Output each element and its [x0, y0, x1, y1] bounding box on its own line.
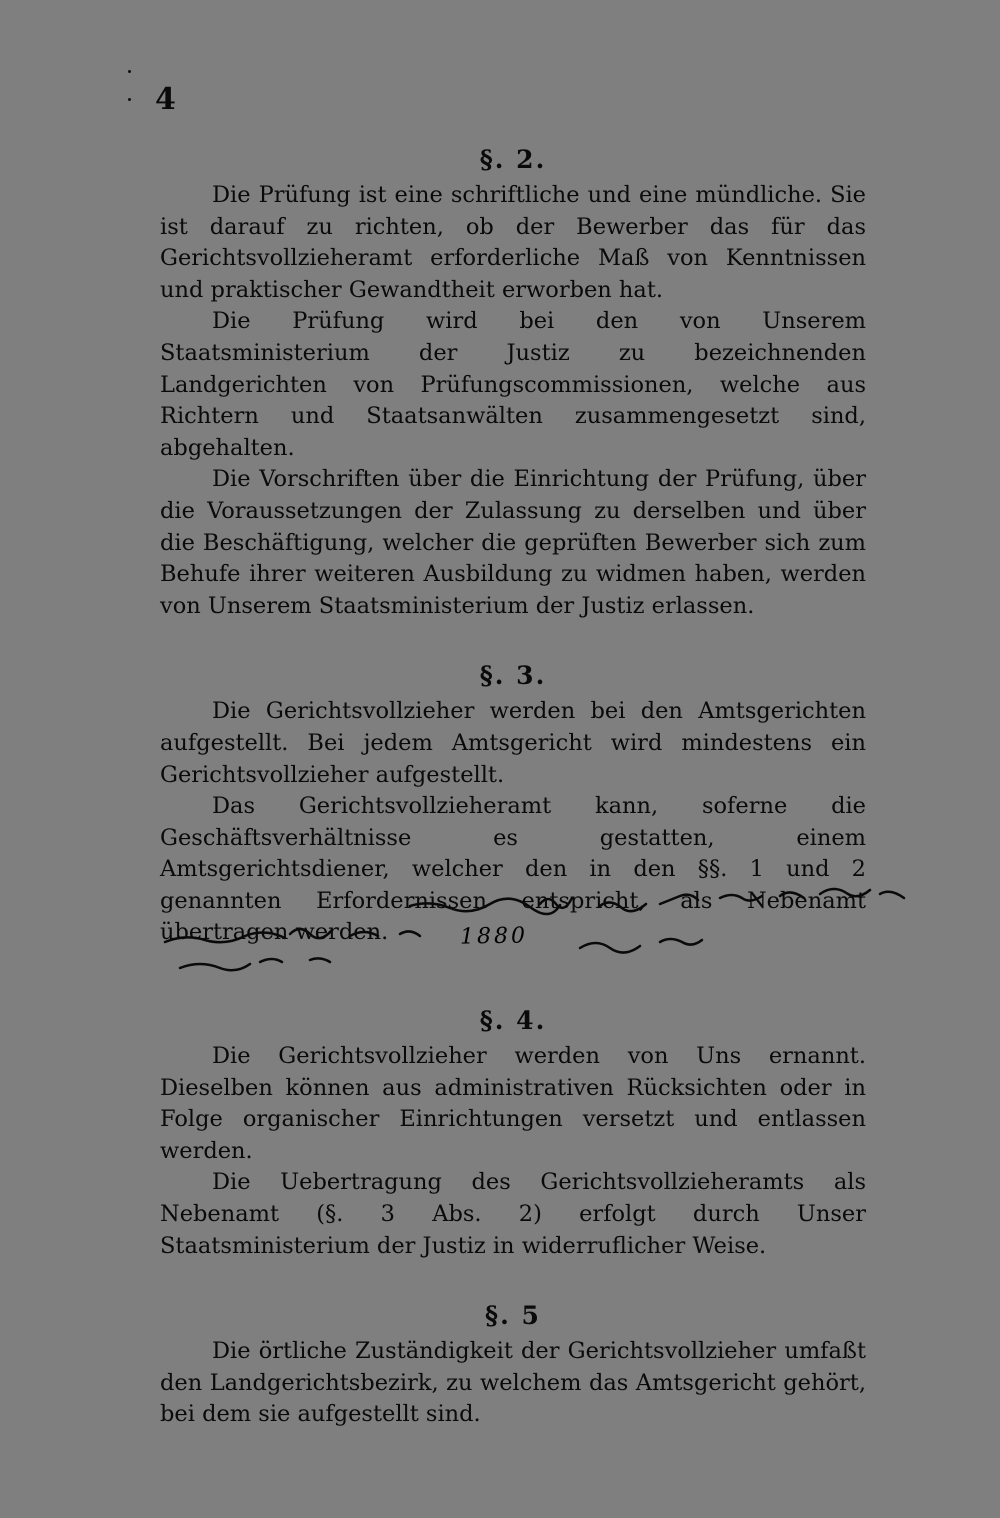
- section-heading: §. 4.: [479, 1006, 547, 1036]
- section-4: [160, 1001, 866, 1262]
- paragraph: Die Uebertragung des Gerichtsvollzieheramts als Nebenamt (§. 3 Abs. 2) erfolgt durch Unser Staatsministerium der Justiz in widerruflicher Weise.: [160, 1169, 866, 1259]
- page-body: [160, 140, 866, 1431]
- paragraph: Das Gerichtsvollzieheramt kann, soferne die Geschäftsverhältnisse es gestatten, einem Amtsgerichtsdiener, welcher den in den §§. 1 und 2 genannten Erfordernissen entspricht, als Nebenamt übertragen werden.: [160, 793, 866, 946]
- ink-speck: [128, 70, 131, 73]
- section-heading: §. 3.: [479, 661, 547, 691]
- paragraph: Die Gerichtsvollzieher werden bei den Amtsgerichten aufgestellt. Bei jedem Amtsgericht wird mindestens ein Gerichtsvollzieher aufgestellt.: [160, 698, 866, 788]
- handwritten-annotation: [160, 876, 960, 976]
- paragraph: Die Prüfung wird bei den von Unserem Staatsministerium der Justiz zu bezeichnenden Landgerichten von Prüfungscommissionen, welche aus Richtern und Staatsanwälten zusammengesetzt sind, abgehalten.: [160, 308, 866, 461]
- paragraph: Die Gerichtsvollzieher werden von Uns ernannt. Dieselben können aus administrativen Rücksichten oder in Folge organischer Einrichtungen versetzt und entlassen werden.: [160, 1043, 866, 1164]
- spacer: [160, 622, 866, 656]
- paragraph: Die Vorschriften über die Einrichtung der Prüfung, über die Voraussetzungen der Zulassung zu derselben und über die Beschäftigung, welcher die geprüften Bewerber sich zum Behufe ihrer weiteren Ausbildung zu widmen haben, werden von Unserem Staatsministerium der Justiz erlassen.: [160, 466, 866, 619]
- handwritten-year: 1880: [459, 923, 529, 950]
- page-number: 4: [155, 82, 176, 117]
- section-5: [160, 1296, 866, 1431]
- section-heading: §. 2.: [479, 145, 547, 174]
- paragraph: Die Prüfung ist eine schriftliche und eine mündliche. Sie ist darauf zu richten, ob der Bewerber das für das Gerichtsvollzieheramt erforderliche Maß von Kenntnissen und praktischer Gewandtheit erworben hat.: [160, 182, 866, 303]
- ink-speck: [128, 98, 131, 101]
- paragraph: Die örtliche Zuständigkeit der Gerichtsvollzieher umfaßt den Landgerichtsbezirk, zu welchem das Amtsgericht gehört, bei dem sie aufgestellt sind.: [160, 1338, 866, 1428]
- spacer: [160, 1262, 866, 1296]
- section-heading: §. 5: [485, 1301, 541, 1331]
- handwriting-scribble: [160, 876, 960, 976]
- section-2: [160, 140, 866, 622]
